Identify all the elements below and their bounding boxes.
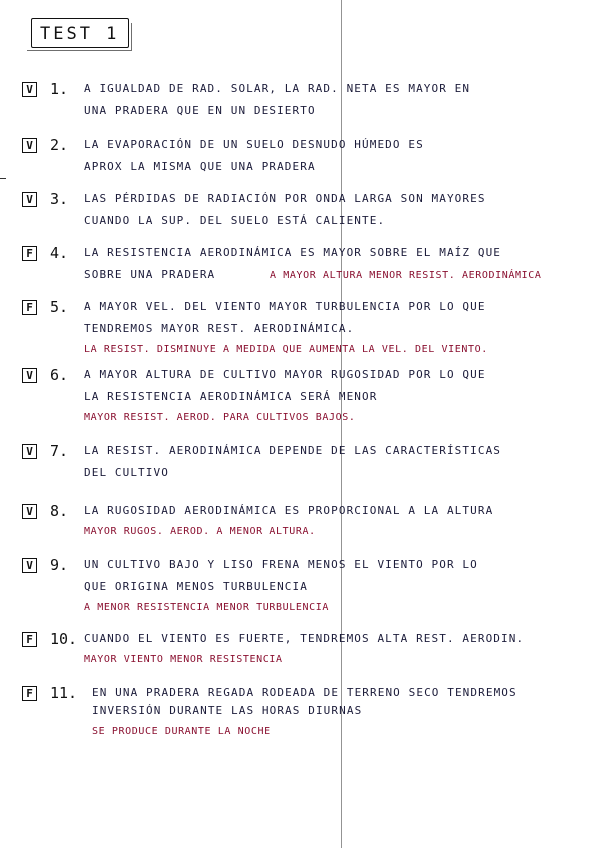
margin-mark: [0, 178, 6, 179]
question-line: LA RESISTENCIA AERODINÁMICA SERÁ MENOR: [84, 390, 378, 403]
question-number: 8.: [50, 502, 69, 520]
correction-note: A MAYOR ALTURA MENOR RESIST. AERODINÁMICA: [270, 270, 542, 281]
correction-note: SE PRODUCE DURANTE LA NOCHE: [92, 726, 271, 737]
question-number: 4.: [50, 244, 69, 262]
question-number: 1.: [50, 80, 69, 98]
answer-mark-box: V: [22, 192, 37, 207]
question-number: 3.: [50, 190, 69, 208]
correction-note: MAYOR RESIST. AEROD. PARA CULTIVOS BAJOS.: [84, 412, 356, 423]
question-number: 10.: [50, 630, 78, 648]
question-number: 9.: [50, 556, 69, 574]
question-line: TENDREMOS MAYOR REST. AERODINÁMICA.: [84, 322, 355, 335]
question-line: LA RUGOSIDAD AERODINÁMICA ES PROPORCIONAL A LA ALTURA: [84, 504, 494, 517]
question-line: QUE ORIGINA MENOS TURBULENCIA: [84, 580, 308, 593]
page-title: TEST 1: [40, 24, 120, 44]
question-number: 6.: [50, 366, 69, 384]
question-line: LAS PÉRDIDAS DE RADIACIÓN POR ONDA LARGA SON MAYORES: [84, 192, 486, 205]
title-box: [31, 18, 129, 48]
page-fold-line: [341, 0, 342, 848]
correction-note: MAYOR RUGOS. AEROD. A MENOR ALTURA.: [84, 526, 316, 537]
question-line: APROX LA MISMA QUE UNA PRADERA: [84, 160, 316, 173]
answer-mark-box: V: [22, 368, 37, 383]
question-line: UNA PRADERA QUE EN UN DESIERTO: [84, 104, 316, 117]
answer-mark-box: V: [22, 138, 37, 153]
answer-mark-box: V: [22, 82, 37, 97]
question-line: CUANDO EL VIENTO ES FUERTE, TENDREMOS ALTA REST. AERODIN.: [84, 632, 525, 645]
answer-mark-box: F: [22, 246, 37, 261]
question-line: A MAYOR VEL. DEL VIENTO MAYOR TURBULENCIA POR LO QUE: [84, 300, 486, 313]
question-number: 7.: [50, 442, 69, 460]
answer-mark-box: V: [22, 444, 37, 459]
question-line: DEL CULTIVO: [84, 466, 169, 479]
answer-mark-box: V: [22, 504, 37, 519]
correction-note: LA RESIST. DISMINUYE A MEDIDA QUE AUMENTA LA VEL. DEL VIENTO.: [84, 344, 488, 355]
question-line: CUANDO LA SUP. DEL SUELO ESTÁ CALIENTE.: [84, 214, 386, 227]
question-number: 2.: [50, 136, 69, 154]
answer-mark-box: V: [22, 558, 37, 573]
question-number: 11.: [50, 684, 78, 702]
question-line: LA EVAPORACIÓN DE UN SUELO DESNUDO HÚMEDO ES: [84, 138, 424, 151]
answer-mark-box: F: [22, 686, 37, 701]
question-line: LA RESISTENCIA AERODINÁMICA ES MAYOR SOBRE EL MAÍZ QUE: [84, 246, 502, 259]
question-number: 5.: [50, 298, 69, 316]
correction-note: MAYOR VIENTO MENOR RESISTENCIA: [84, 654, 283, 665]
question-line: UN CULTIVO BAJO Y LISO FRENA MENOS EL VIENTO POR LO: [84, 558, 478, 571]
question-line: A IGUALDAD DE RAD. SOLAR, LA RAD. NETA ES MAYOR EN: [84, 82, 471, 95]
question-line: INVERSIÓN DURANTE LAS HORAS DIURNAS: [92, 704, 363, 717]
correction-note: A MENOR RESISTENCIA MENOR TURBULENCIA: [84, 602, 329, 613]
question-line: EN UNA PRADERA REGADA RODEADA DE TERRENO SECO TENDREMOS: [92, 686, 517, 699]
answer-mark-box: F: [22, 632, 37, 647]
question-line: A MAYOR ALTURA DE CULTIVO MAYOR RUGOSIDAD POR LO QUE: [84, 368, 486, 381]
question-line: SOBRE UNA PRADERA: [84, 268, 216, 281]
question-line: LA RESIST. AERODINÁMICA DEPENDE DE LAS CARACTERÍSTICAS: [84, 444, 502, 457]
answer-mark-box: F: [22, 300, 37, 315]
